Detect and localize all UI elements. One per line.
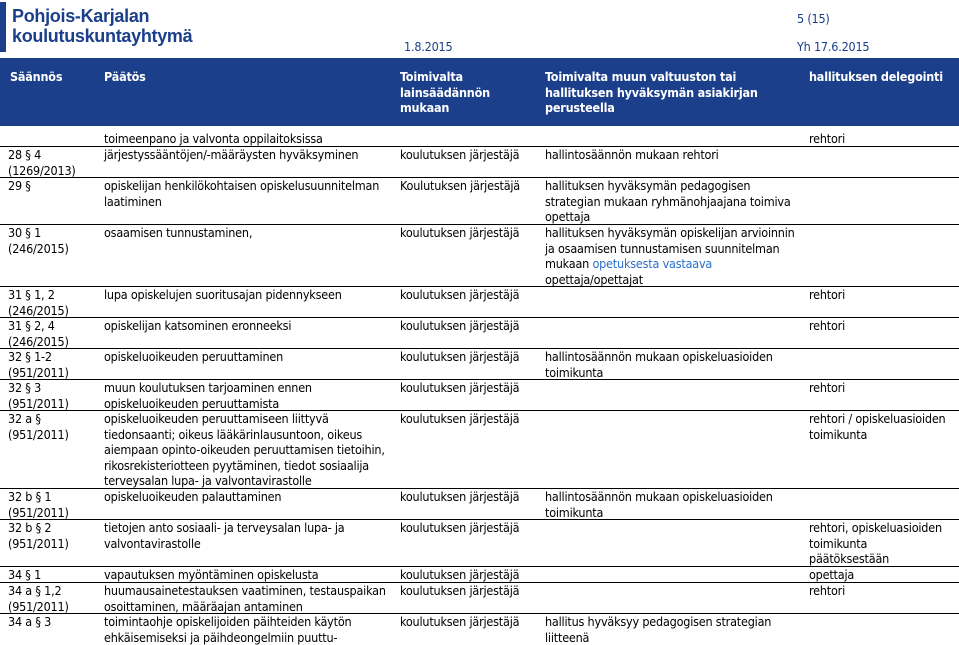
muu-highlight: opetuksesta vastaava (592, 256, 713, 271)
cell-paatos: muun koulutuksen tarjoaminen ennen opiskeluoikeuden peruuttamista (104, 380, 312, 411)
cell-saannos: 34 § 1 (8, 567, 42, 582)
cell-toimivalta-laki: koulutuksen järjestäjä (400, 520, 520, 535)
cell-toimivalta-muu (545, 225, 807, 287)
cell-toimivalta-laki: koulutuksen järjestäjä (400, 583, 520, 598)
cell-delegointi: rehtori (809, 131, 846, 146)
cell-toimivalta-muu: hallitus hyväksyy pedagogisen strategian liitteenä (545, 614, 772, 645)
table-row (0, 349, 959, 380)
cell-toimivalta-laki: koulutuksen järjestäjä (400, 489, 520, 504)
cell-toimivalta-laki: koulutuksen järjestäjä (400, 567, 520, 582)
cell-toimivalta-laki: koulutuksen järjestäjä (400, 349, 520, 364)
cell-toimivalta-laki: koulutuksen järjestäjä (400, 147, 520, 162)
table-row (0, 489, 959, 520)
cell-toimivalta-muu: hallintosäännön mukaan opiskeluasioiden toimikunta (545, 489, 773, 520)
cell-delegointi: rehtori (809, 583, 846, 598)
date-left: 1.8.2015 (404, 39, 453, 54)
col-header-delegointi: hallituksen delegointi (809, 69, 943, 84)
cell-delegointi: rehtori, opiskeluasioiden toimikunta päätöksestään (809, 520, 942, 566)
cell-paatos: järjestyssääntöjen/-määräysten hyväksyminen (104, 147, 359, 162)
col-header-toimivalta-muu: Toimivalta muun valtuuston tai hallituksen hyväksymän asiakirjan perusteella (545, 69, 758, 115)
cell-toimivalta-muu: hallituksen hyväksymän pedagogisen strategian mukaan ryhmänohjaajana toimiva opettaja (545, 178, 791, 224)
cell-toimivalta-muu: hallintosäännön mukaan opiskeluasioiden toimikunta (545, 349, 773, 380)
cell-toimivalta-muu: hallintosäännön mukaan rehtori (545, 147, 719, 162)
cell-saannos: 32 b § 2 (951/2011) (8, 520, 69, 551)
col-header-toimivalta-laki: Toimivalta lainsäädännön mukaan (400, 69, 490, 115)
cell-paatos: toimeenpano ja valvonta oppilaitoksissa (104, 131, 323, 146)
table-row (0, 147, 959, 178)
cell-paatos: toimintaohje opiskelijoiden päihteiden käytön ehkäisemiseksi ja päihdeongelmiin puuttu- (104, 614, 352, 645)
cell-saannos: 32 a § (951/2011) (8, 411, 69, 442)
cell-paatos: opiskelijan katsominen eronneeksi (104, 318, 292, 333)
table-row (0, 520, 959, 567)
cell-paatos: tietojen anto sosiaali- ja terveysalan lupa- ja valvontavirastolle (104, 520, 345, 551)
table-row (0, 614, 959, 645)
cell-toimivalta-laki: koulutuksen järjestäjä (400, 411, 520, 426)
table-header (0, 58, 959, 122)
cell-paatos: opiskeluoikeuden palauttaminen (104, 489, 282, 504)
table-row (0, 567, 959, 583)
table-row (0, 318, 959, 349)
cell-paatos: opiskeluoikeuden peruuttamiseen liittyvä tiedonsaanti; oikeus lääkärinlausuntoon, oikeus aiempaan opinto-oikeuden peruuttamisen tietoihin, rikosrekisteriotteen pyytäminen, tiedot sosiaalija terveysalan lupa- ja valvontavirastolle (104, 411, 385, 488)
cell-delegointi: rehtori (809, 287, 846, 302)
cell-delegointi: rehtori / opiskeluasioiden toimikunta (809, 411, 946, 442)
cell-delegointi: rehtori (809, 318, 846, 333)
cell-paatos: huumausainetestauksen vaatiminen, testauspaikan osoittaminen, määräajan antaminen (104, 583, 386, 614)
cell-toimivalta-laki: koulutuksen järjestäjä (400, 225, 520, 240)
cell-paatos: vapautuksen myöntäminen opiskelusta (104, 567, 319, 582)
logo-bar (0, 2, 6, 52)
cell-toimivalta-laki: Koulutuksen järjestäjä (400, 178, 520, 193)
cell-paatos: lupa opiskelujen suoritusajan pidennykseen (104, 287, 342, 302)
cell-saannos: 34 a § 1,2 (951/2011) (8, 583, 69, 614)
header-underline (0, 122, 959, 126)
table-row (0, 131, 959, 147)
cell-saannos: 29 § (8, 178, 31, 193)
cell-paatos: osaamisen tunnustaminen, (104, 225, 253, 240)
cell-saannos: 32 § 3 (951/2011) (8, 380, 69, 411)
org-name-line2: koulutuskuntayhtymä (12, 26, 193, 46)
muu-text-end: opettaja/opettajat (545, 271, 643, 287)
cell-delegointi: opettaja (809, 567, 855, 582)
cell-saannos: 32 b § 1 (951/2011) (8, 489, 69, 520)
cell-saannos: 31 § 2, 4 (246/2015) (8, 318, 69, 349)
org-name-line1: Pohjois-Karjalan (12, 6, 150, 26)
cell-toimivalta-laki: koulutuksen järjestäjä (400, 318, 520, 333)
cell-toimivalta-laki: koulutuksen järjestäjä (400, 380, 520, 395)
table-row (0, 583, 959, 614)
date-right: Yh 17.6.2015 (797, 39, 870, 54)
cell-saannos: 32 § 1-2 (951/2011) (8, 349, 69, 380)
table-row (0, 287, 959, 318)
table-row (0, 380, 959, 411)
muu-text: hallituksen hyväksymän opiskelijan arvioinnin ja osaamisen tunnustamisen suunnitelman mukaan (545, 225, 795, 271)
cell-delegointi: rehtori (809, 380, 846, 395)
cell-saannos: 31 § 1, 2 (246/2015) (8, 287, 69, 318)
cell-saannos: 28 § 4 (1269/2013) (8, 147, 76, 178)
cell-saannos: 30 § 1 (246/2015) (8, 225, 69, 256)
cell-toimivalta-laki: koulutuksen järjestäjä (400, 614, 520, 629)
page-number: 5 (15) (797, 11, 830, 26)
table-row (0, 411, 959, 489)
table-row (0, 178, 959, 225)
col-header-saannos: Säännös (10, 69, 63, 84)
col-header-paatos: Päätös (104, 69, 146, 84)
cell-saannos: 34 a § 3 (8, 614, 52, 629)
table-row (0, 225, 959, 287)
cell-toimivalta-laki: koulutuksen järjestäjä (400, 287, 520, 302)
cell-paatos: opiskeluoikeuden peruuttaminen (104, 349, 284, 364)
cell-paatos: opiskelijan henkilökohtaisen opiskelusuunnitelman laatiminen (104, 178, 380, 209)
